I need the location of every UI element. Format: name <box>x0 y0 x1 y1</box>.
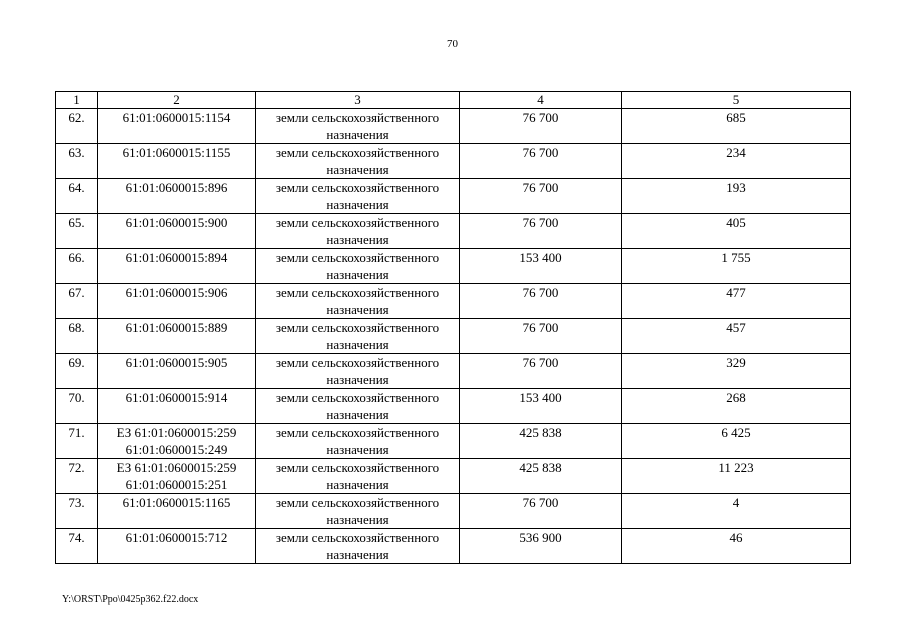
land-category-line: назначения <box>326 267 389 282</box>
row-number: 71. <box>56 424 98 459</box>
table-row <box>56 319 851 354</box>
land-category-line: назначения <box>326 197 389 212</box>
land-plots-table <box>55 91 851 564</box>
cadastral-number-cell <box>98 284 256 319</box>
row-number: 70. <box>56 389 98 424</box>
table-body <box>56 109 851 564</box>
table-row <box>56 389 851 424</box>
cadastral-number: 61:01:0600015:914 <box>125 390 228 405</box>
cadastral-number: 61:01:0600015:251 <box>125 477 228 492</box>
row-number: 64. <box>56 179 98 214</box>
land-category-line: назначения <box>326 337 389 352</box>
col5-value: 6 425 <box>622 424 851 459</box>
land-category-cell <box>256 284 460 319</box>
cadastral-number: 61:01:0600015:889 <box>125 320 228 335</box>
table-row <box>56 459 851 494</box>
table-row <box>56 284 851 319</box>
cadastral-number-cell <box>98 249 256 284</box>
cadastral-number: ЕЗ 61:01:0600015:259 <box>116 460 237 475</box>
table-row <box>56 424 851 459</box>
area-value: 76 700 <box>460 319 622 354</box>
cadastral-number: 61:01:0600015:894 <box>125 250 228 265</box>
col5-value: 234 <box>622 144 851 179</box>
header-row <box>56 92 851 109</box>
table-row <box>56 214 851 249</box>
row-number: 66. <box>56 249 98 284</box>
col5-value: 477 <box>622 284 851 319</box>
table-row <box>56 109 851 144</box>
cadastral-number-cell <box>98 529 256 564</box>
row-number: 63. <box>56 144 98 179</box>
cadastral-number: 61:01:0600015:906 <box>125 285 228 300</box>
area-value: 76 700 <box>460 109 622 144</box>
land-category-line: земли сельскохозяйственного <box>275 145 440 160</box>
area-value: 425 838 <box>460 424 622 459</box>
land-category-cell <box>256 389 460 424</box>
header-col-3: 3 <box>256 92 460 109</box>
table-row <box>56 354 851 389</box>
cadastral-number: 61:01:0600015:896 <box>125 180 228 195</box>
land-category-line: земли сельскохозяйственного <box>275 460 440 475</box>
col5-value: 405 <box>622 214 851 249</box>
area-value: 76 700 <box>460 354 622 389</box>
col5-value: 685 <box>622 109 851 144</box>
cadastral-number: 61:01:0600015:712 <box>125 530 228 545</box>
land-category-line: земли сельскохозяйственного <box>275 495 440 510</box>
land-category-line: земли сельскохозяйственного <box>275 355 440 370</box>
header-col-5: 5 <box>622 92 851 109</box>
header-col-1: 1 <box>56 92 98 109</box>
area-value: 536 900 <box>460 529 622 564</box>
row-number: 67. <box>56 284 98 319</box>
land-category-line: земли сельскохозяйственного <box>275 285 440 300</box>
cadastral-number: ЕЗ 61:01:0600015:259 <box>116 425 237 440</box>
row-number: 69. <box>56 354 98 389</box>
cadastral-number-cell <box>98 494 256 529</box>
land-category-line: назначения <box>326 302 389 317</box>
land-category-line: назначения <box>326 162 389 177</box>
land-category-cell <box>256 459 460 494</box>
cadastral-number-cell <box>98 109 256 144</box>
land-category-cell <box>256 214 460 249</box>
area-value: 76 700 <box>460 494 622 529</box>
land-category-line: назначения <box>326 512 389 527</box>
cadastral-number-cell <box>98 214 256 249</box>
area-value: 153 400 <box>460 389 622 424</box>
cadastral-number-cell <box>98 179 256 214</box>
table-row <box>56 529 851 564</box>
land-category-cell <box>256 109 460 144</box>
table-row <box>56 494 851 529</box>
header-col-4: 4 <box>460 92 622 109</box>
table-header <box>56 92 851 109</box>
land-category-cell <box>256 319 460 354</box>
col5-value: 46 <box>622 529 851 564</box>
cadastral-number-cell <box>98 459 256 494</box>
area-value: 425 838 <box>460 459 622 494</box>
col5-value: 457 <box>622 319 851 354</box>
col5-value: 193 <box>622 179 851 214</box>
table-row <box>56 179 851 214</box>
land-category-cell <box>256 529 460 564</box>
cadastral-number: 61:01:0600015:900 <box>125 215 228 230</box>
area-value: 76 700 <box>460 144 622 179</box>
row-number: 74. <box>56 529 98 564</box>
land-category-line: назначения <box>326 442 389 457</box>
cadastral-number: 61:01:0600015:249 <box>125 442 228 457</box>
area-value: 76 700 <box>460 284 622 319</box>
land-category-line: земли сельскохозяйственного <box>275 530 440 545</box>
cadastral-number-cell <box>98 354 256 389</box>
land-category-line: назначения <box>326 232 389 247</box>
land-category-cell <box>256 424 460 459</box>
col5-value: 1 755 <box>622 249 851 284</box>
land-category-line: земли сельскохозяйственного <box>275 215 440 230</box>
col5-value: 268 <box>622 389 851 424</box>
cadastral-number-cell <box>98 389 256 424</box>
col5-value: 11 223 <box>622 459 851 494</box>
cadastral-number-cell <box>98 144 256 179</box>
land-category-line: земли сельскохозяйственного <box>275 180 440 195</box>
row-number: 62. <box>56 109 98 144</box>
col5-value: 4 <box>622 494 851 529</box>
cadastral-number-cell <box>98 424 256 459</box>
land-category-line: земли сельскохозяйственного <box>275 110 440 125</box>
area-value: 153 400 <box>460 249 622 284</box>
land-category-line: земли сельскохозяйственного <box>275 250 440 265</box>
table-row <box>56 249 851 284</box>
land-category-cell <box>256 494 460 529</box>
land-category-line: назначения <box>326 372 389 387</box>
land-category-line: назначения <box>326 127 389 142</box>
footer-file-path: Y:\ORST\Ppo\0425p362.f22.docx <box>62 594 199 605</box>
cadastral-number-cell <box>98 319 256 354</box>
cadastral-number: 61:01:0600015:1154 <box>122 110 231 125</box>
land-category-line: земли сельскохозяйственного <box>275 390 440 405</box>
land-category-cell <box>256 179 460 214</box>
page-number: 70 <box>447 38 458 50</box>
area-value: 76 700 <box>460 214 622 249</box>
row-number: 72. <box>56 459 98 494</box>
land-category-line: земли сельскохозяйственного <box>275 320 440 335</box>
land-category-line: земли сельскохозяйственного <box>275 425 440 440</box>
row-number: 65. <box>56 214 98 249</box>
row-number: 73. <box>56 494 98 529</box>
cadastral-number: 61:01:0600015:1155 <box>122 145 231 160</box>
land-category-cell <box>256 354 460 389</box>
land-category-line: назначения <box>326 547 389 562</box>
land-category-cell <box>256 144 460 179</box>
header-col-2: 2 <box>98 92 256 109</box>
land-category-line: назначения <box>326 407 389 422</box>
land-category-line: назначения <box>326 477 389 492</box>
cadastral-number: 61:01:0600015:1165 <box>122 495 231 510</box>
area-value: 76 700 <box>460 179 622 214</box>
cadastral-number: 61:01:0600015:905 <box>125 355 228 370</box>
col5-value: 329 <box>622 354 851 389</box>
table-row <box>56 144 851 179</box>
row-number: 68. <box>56 319 98 354</box>
land-category-cell <box>256 249 460 284</box>
